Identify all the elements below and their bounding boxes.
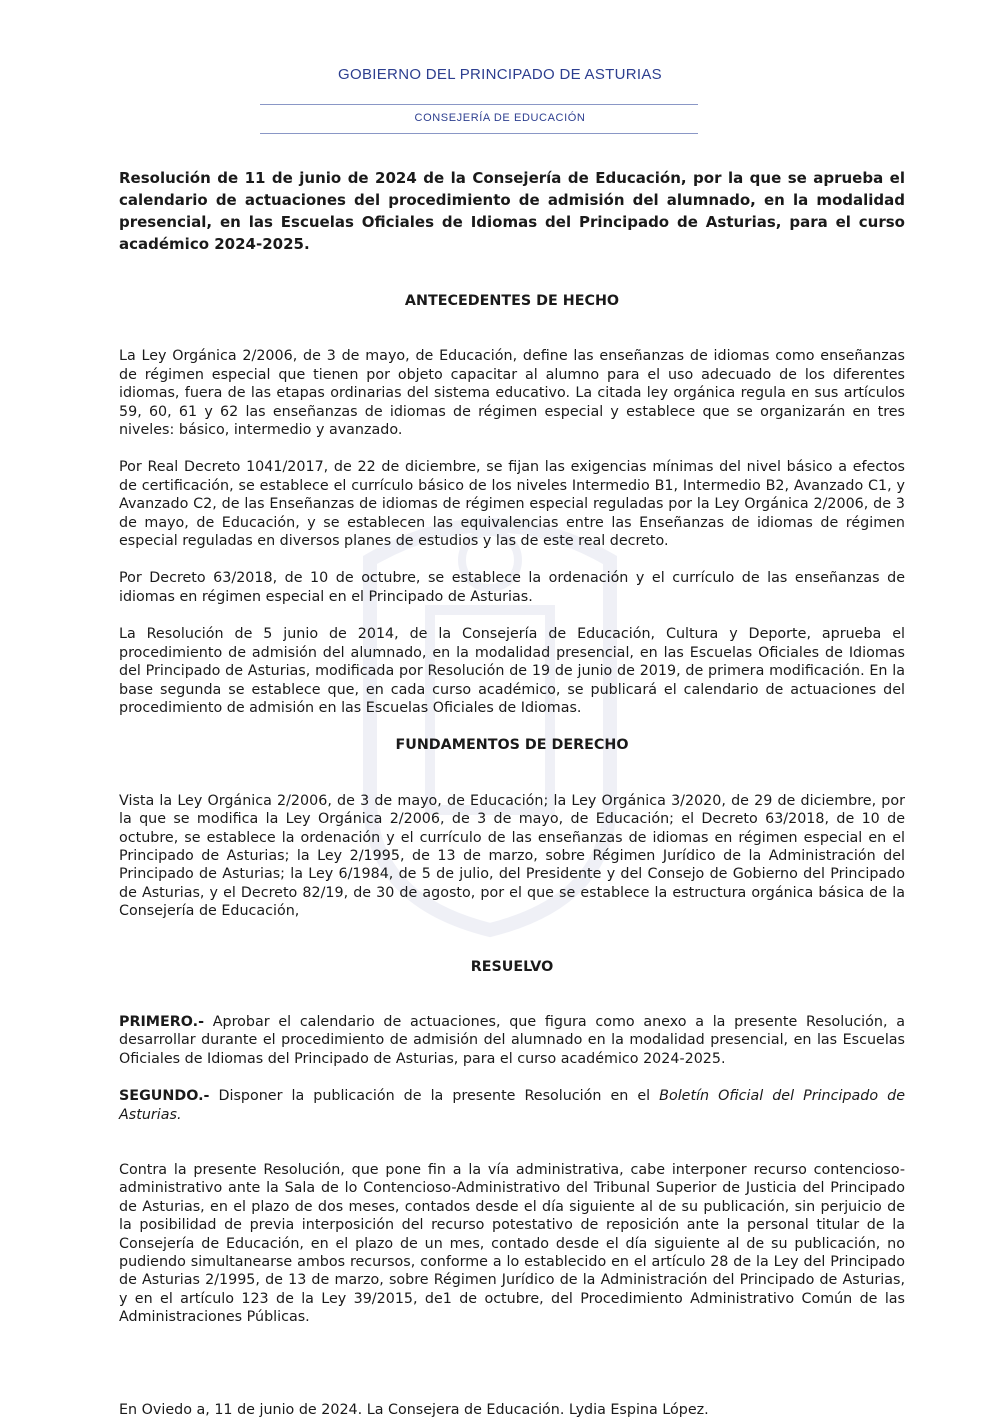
antecedentes-paragraph-3: Por Decreto 63/2018, de 10 de octubre, se establece la ordenación y el currículo de las enseñanzas de idiomas en régimen especial en el Principado de Asturias. xyxy=(119,570,905,605)
government-title: GOBIERNO DEL PRINCIPADO DE ASTURIAS xyxy=(338,66,662,83)
segundo-label: SEGUNDO.- xyxy=(119,1088,210,1105)
antecedentes-paragraph-1: La Ley Orgánica 2/2006, de 3 de mayo, de Educación, define las enseñanzas de idiomas como enseñanzas de régimen especial que tienen por objeto capacitar al alumno para el uso adecuado de los diferentes idiomas, fuera de las etapas ordinarias del sistema educativo. La citada ley orgánica regula en sus artículos 59, 60, 61 y 62 las enseñanzas de idiomas de régimen especial y establece que se organizarán en tres niveles: básico, intermedio y avanzado. xyxy=(119,348,905,439)
header-rule-bottom xyxy=(260,133,698,134)
segundo-italic: Boletín Oficial del Principado de Asturias. xyxy=(119,1088,906,1123)
antecedentes-heading: ANTECEDENTES DE HECHO xyxy=(404,293,620,309)
department-title: CONSEJERÍA DE EDUCACIÓN xyxy=(414,112,586,124)
header-rule-top xyxy=(260,104,698,105)
signature-line: En Oviedo a, 11 de junio de 2024. La Consejera de Educación. Lydia Espina López. xyxy=(119,1401,709,1418)
primero-label: PRIMERO.- xyxy=(119,1013,205,1030)
resolution-title: Resolución de 11 de junio de 2024 de la Consejería de Educación, por la que se aprueba el calendario de actuaciones del procedimiento de admisión del alumnado, en la modalidad presencial, en las Escuelas Oficiales de Idiomas del Principado de Asturias, para el curso académico 2024-2025. xyxy=(119,169,905,253)
fundamentos-paragraph: Vista la Ley Orgánica 2/2006, de 3 de mayo, de Educación; la Ley Orgánica 3/2020, de 29 de diciembre, por la que se modifica la Ley Orgánica 2/2006, de 3 de mayo, de Educación; el Decreto 63/2018, de 10 de octubre, se establece la ordenación y el currículo de las enseñanzas de idiomas en régimen especial en el Principado de Asturias; la Ley 2/1995, de 13 de marzo, sobre Régimen Jurídico de la Administración del Principado de Asturias; la Ley 6/1984, de 5 de julio, del Presidente y del Consejo de Gobierno del Principado de Asturias, y el Decreto 82/19, de 30 de agosto, por el que se establece la estructura orgánica básica de la Consejería de Educación, xyxy=(119,792,905,920)
recurso-paragraph: Contra la presente Resolución, que pone fin a la vía administrativa, cabe interponer recurso contencioso-administrativo ante la Sala de lo Contencioso-Administrativo del Tribunal Superior de Justicia del Principado de Asturias, en el plazo de dos meses, contados desde el día siguiente al de su publicación, sin perjuicio de la posibilidad de previa interposición del recurso potestativo de reposición ante la personal titular de la Consejería de Educación, en el plazo de un mes, contado desde el día siguiente al de su publicación, no pudiendo simultanearse ambos recursos, conforme a lo establecido en el artículo 28 de la Ley del Principado de Asturias 2/1995, de 13 de marzo, sobre Régimen Jurídico de la Administración del Principado de Asturias, y en el artículo 123 de la Ley 39/2015, de1 de octubre, del Procedimiento Administrativo Común de las Administraciones Públicas. xyxy=(119,1162,905,1326)
document-body xyxy=(119,167,905,1419)
primero-paragraph xyxy=(119,1013,905,1068)
segundo-paragraph xyxy=(119,1087,905,1124)
fundamentos-heading: FUNDAMENTOS DE DERECHO xyxy=(395,737,629,754)
resuelvo-heading: RESUELVO xyxy=(470,958,554,975)
antecedentes-paragraph-4: La Resolución de 5 junio de 2014, de la Consejería de Educación, Cultura y Deporte, aprueba el procedimiento de admisión del alumnado, en la modalidad presencial, en las Escuelas Oficiales de Idiomas del Principado de Asturias, modificada por Resolución de 19 de junio de 2019, de primera modificación. En la base segunda se establece que, en cada curso académico, se publicará el calendario de actuaciones del procedimiento de admisión en las Escuelas Oficiales de Idiomas. xyxy=(119,626,905,716)
antecedentes-paragraph-2: Por Real Decreto 1041/2017, de 22 de diciembre, se fijan las exigencias mínimas del nivel básico a efectos de certificación, se establece el currículo básico de los niveles Intermedio B1, Intermedio B2, Avanzado C1, y Avanzado C2, de las Enseñanzas de idiomas de régimen especial reguladas por la Ley Orgánica 2/2006, de 3 de mayo, de Educación, y se establecen las equivalencias entre las Enseñanzas de idiomas de régimen especial reguladas en diversos planes de estudios y las de este real decreto. xyxy=(119,459,905,550)
primero-text: Aprobar el calendario de actuaciones, que figura como anexo a la presente Resolución, a desarrollar durante el procedimiento de admisión del alumnado en la modalidad presencial, en las Escuelas Oficiales de Idiomas del Principado de Asturias, para el curso académico 2024-2025. xyxy=(119,1013,905,1067)
segundo-text: Disponer la publicación de la presente Resolución en el xyxy=(209,1088,660,1105)
